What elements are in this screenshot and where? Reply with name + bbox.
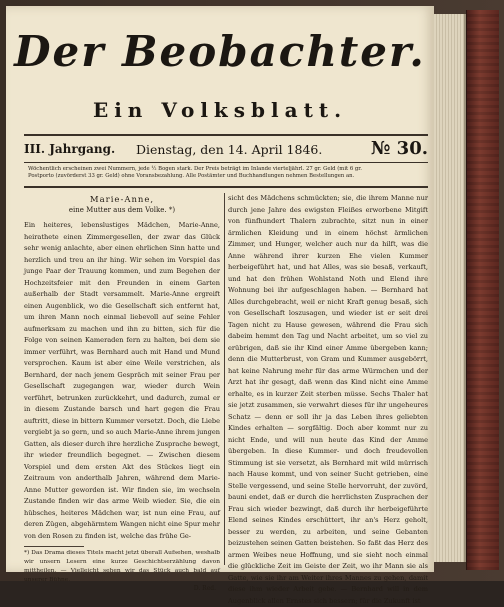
header-rule-mid [24,162,428,163]
notice-line-2: Postporto (zuvörderst 33 gr. Geld) ohne Voransbezahlung. Alle Postämter und Buchhandlungen nehmen Bestellungen an. [28,173,355,180]
footnote: *) Das Drama dieses Titels macht jetzt überall Aufsehen, weshalb wir unsern Lesern eine kurze Geschichtserzählung davon mittheilen. — Vielleicht sehen wir das Stück auch bald auf unserer Bühne. [24,550,220,583]
notice-line-1: Wöchentlich erscheinen zwei Nummern, jede ½ Bogen stark. Der Preis beträgt im Inlande vierteljährl. 27 gr. Geld (mit 6 gr. [28,166,362,172]
footnote-rule [24,546,84,547]
article-body-left: Ein heiteres, lebenslustiges Mädchen, Marie-Anne, heirathete einen Zimmergesellen, der zwar das Glück sehr wenig anlachte, aber einen ehrlichen Sinn hatte und herzlich und treu an ihr hing. Wir sehen im Vorspiel das junge Paar der Trauung kommen, und zum Begehen der Hochzeitsfeier mit den Freunden in einem Garten außerhalb der Stadt versammelt. Marie-Anne ergreift einen Augenblick, wo die Gesellschaft sich entfernt hat, um ihren Mann noch einmal liebevoll auf seine Fehler aufmerksam zu machen und ihn zu bitten, sich für die Folge von seinen Kameraden fern zu halten, bei dem sie immer verführt, was Bernhard auch mit Hand und Mund versprochen. Kaum ist aber eine Weile verstrichen, als Bernhard, der nach jenem Gespräch mit seiner Frau per Gesellschaft zugegangen war, wieder durch Wein verführt, betrunken zurückkehrt, und dadurch, zumal er in diesem Zustande barsch und hart gegen die Frau auftritt, diese in bittern Kummer versetzt. Doch, die Liebe vergiebt ja so gern, und so auch Marie-Anne ihrem jungen Gatten, als dieser durch ihre herzliche Zusprache bewegt, ihr wieder freundlich begegnet. — Zwischen diesem Vorspiel und dem ersten Akt des Stückes liegt ein Zeitraum von anderthalb Jahren, während dem Marie-Anne Mutter geworden ist. Wir finden sie, im wechseln Zustande finden wir das arme Weib wieder. Sie, die ein hübsches, heiteres Mädchen war, ist nun eine Frau, auf deren Zügen, abgehärmtem Wangen nicht eine Spur mehr von den Rosen zu finden ist, welche das frühe Ge- [24,221,220,540]
column-right [228,193,428,607]
issue-number: № 30. [370,138,428,159]
page-edges [434,14,466,562]
newspaper-subtitle: Ein Volksblatt. [92,98,348,122]
footnote-signature: D. Red. [193,585,216,592]
article-subtitle: eine Mutter aus dem Volke. *) [68,206,176,214]
header-rule-top [24,134,428,136]
newspaper-title: Der Beobachter. [14,27,426,76]
article-title: Marie-Anne, [89,195,155,205]
article-body-right: sicht des Mädchens schmückten; sie, die ihrem Manne nur durch jene Jahre des ewigsten Fleißes erworbene Mitgift von fünfhundert Thalern zubrachte, sitzt nun in einer ärmlichen Kleidung und in einem höchst ärmlichen Zimmer, und Hunger, welcher auch nur da hilft, was die Anne während ihrer kurzen Ehe vielen Kummer herbeigeführt hat, und hat Alles, was sie besaß, verkauft, und hat den frühen Wohlstand Noth und Elend ihre Wohnung bei ihr aufgeschlagen haben. — Bernhard hat Alles durchgebracht, weil er nicht Kraft genug besaß, sich von Gesellschaft loszusagen, und wieder ist er seit drei Tagen nicht zu Hause gewesen, während die Frau sich dabeim hemmt den Tag und Nacht arbeitet, um so viel zu erübrigen, daß sie ihr Kind einer Amme übergeben kann; denn die Mutterbrust, von Gram und Kummer ausgebörrt, hat keine Nahrung mehr für das arme Würmchen und der Arzt hat ihr gesagt, daß wenn das Kind nicht eine Amme erhalte, es in kurzer Zeit sterben müsse. Sechs Thaler hat sie jetzt zusammen, sie verwahrt dieses für ihr ungeheures Schatz — denn er soll ihr ja das Leben ihres geliebten Kindes erhalten — sorgfältig. Doch aber kommt nur zu nicht Ende, und will nun heute das Kind der Amme übergeben. In diese Kummer- und doch freudevollen Stimmung ist sie versetzt, als Bernhard mit wild mürrisch nach Hause kommt, und von seiner Sucht getrieben, eine Stelle vergessend, und seine Stelle hervorruht, der zuvörd, bauni endet, daß er durch die herrlichsten Zusprachen der Frau sich wieder bezwingt, daß durch ihr herbeigeführte Elend seines Kindes erschüttert, ihr an's Herz geholt, besser zu werden, zu arbeiten, und seine Gebanten beizustehen seinen Gatten beistehen. So faßt das Herz des armen Weibes neue Hoffnung, und sie sieht noch einmal die glückliche Zeit im Geiste der Zeit, wo ihr Mann sie als Gatte, wie sie ihr am Weiter ihres Mannes zu gehen, damit diese ihm wieder Arbeit gebe. — Bernhard will in dem Augenblick allen Ernstes sich bessern; für die Zukunft ist [228,194,428,605]
column-left [24,193,220,592]
issue-date: Dienstag, den 14. April 1846. [136,142,323,157]
issue-info-line [24,140,428,160]
subscription-notice [28,166,428,180]
header-rule-bottom [24,186,428,188]
volume-label: III. Jahrgang. [24,142,116,156]
book-spine-cover [466,10,499,570]
masthead [10,28,430,122]
column-divider [224,193,225,565]
